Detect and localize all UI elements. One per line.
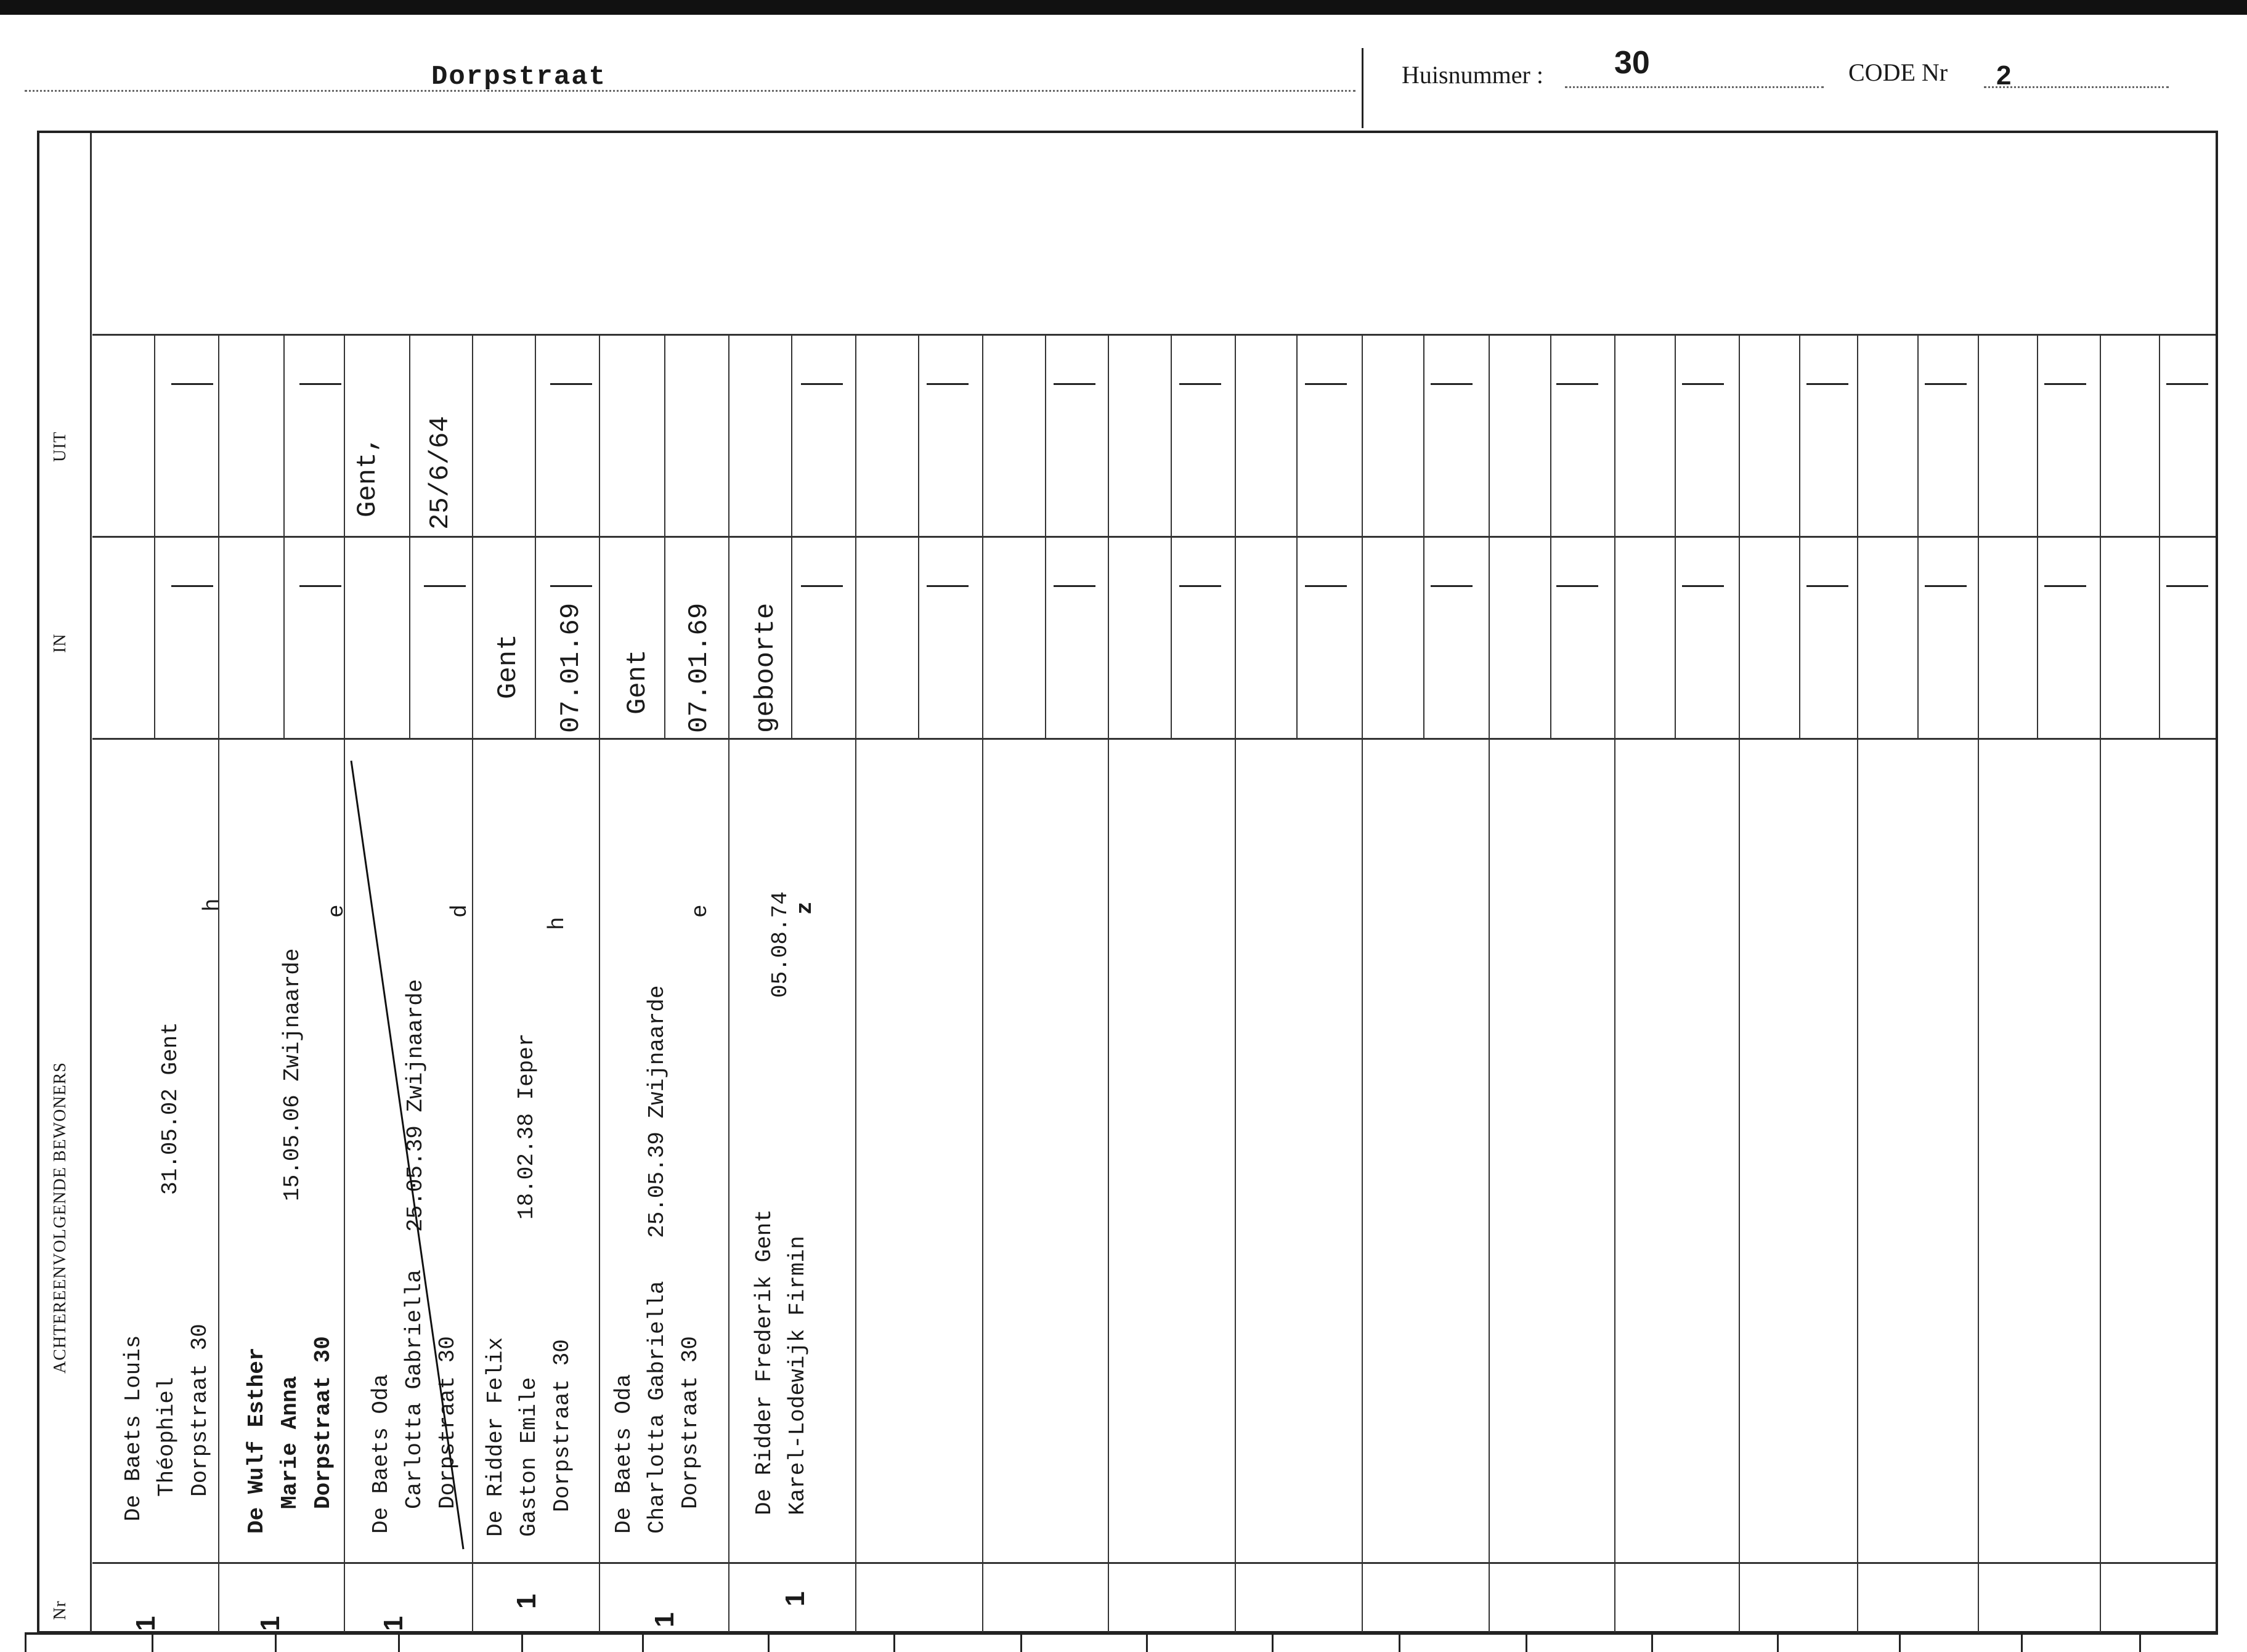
resident-6-name [748, 1209, 815, 1515]
resident-1-birth: 31.05.02 Gent [158, 1022, 183, 1195]
resident-1-line-3: Dorpstraat 30 [187, 1324, 213, 1497]
resident-6-in-geboorte: geboorte [750, 602, 781, 733]
huisnummer-value: 30 [1614, 45, 1650, 81]
section-label-in: IN [51, 633, 70, 653]
resident-4-mark: h [545, 917, 570, 930]
resident-4-line-3: Dorpstraat 30 [550, 1339, 575, 1512]
resident-3-mark: d [447, 904, 473, 918]
code-nr-value: 2 [1996, 60, 2012, 91]
resident-4-in-date: 07.01.69 [556, 602, 587, 733]
resident-5-line-2: Charlotta Gabriella [644, 1281, 670, 1534]
resident-3-birth: 25.05.39 Zwijnaarde [403, 979, 428, 1232]
resident-5-name [607, 1281, 707, 1534]
resident-5-nr: 1 [649, 1612, 680, 1627]
resident-6-mark: z [792, 901, 818, 915]
resident-5-line-3: Dorpstraat 30 [678, 1336, 703, 1509]
resident-6-line-2: Karel-Lodewijk Firmin [785, 1236, 810, 1515]
resident-2-nr: 1 [255, 1616, 285, 1631]
resident-6-birth: 05.08.74 [768, 891, 793, 998]
code-nr-label: CODE Nr [1848, 59, 1948, 86]
resident-4-line-2: Gaston Emile [516, 1377, 542, 1537]
resident-2-line-3: Dorpstraat 30 [311, 1336, 336, 1509]
resident-5-birth: 25.05.39 Zwijnaarde [644, 985, 670, 1238]
resident-4-nr: 1 [511, 1593, 542, 1609]
resident-1-line-2: Théophiel [154, 1377, 179, 1497]
resident-4-line-1: De Ridder Felix [483, 1337, 508, 1537]
resident-4-in-place: Gent [493, 634, 524, 699]
resident-5-in-date: 07.01.69 [684, 602, 715, 733]
resident-1-mark: h [200, 898, 225, 912]
resident-3-uit-place: Gent, [352, 435, 383, 517]
resident-6-line-1: De Ridder Frederik Gent [752, 1209, 777, 1515]
resident-5-line-1: De Baets Oda [611, 1374, 636, 1534]
resident-2-line-1: De Wulf Esther [244, 1347, 269, 1534]
section-label-bewoners: ACHTEREENVOLGENDE BEWONERS [51, 1062, 70, 1374]
resident-6-nr: 1 [780, 1591, 810, 1606]
resident-1-line-1: De Baets Louis [121, 1335, 146, 1521]
resident-3-nr: 1 [378, 1616, 408, 1631]
resident-2-line-2: Marie Anna [277, 1375, 303, 1509]
resident-4-birth: 18.02.38 Ieper [514, 1033, 539, 1220]
section-label-nr: Nr [51, 1600, 70, 1620]
resident-3-line-3: Dorpstraat 30 [435, 1336, 460, 1509]
resident-3-line-2: Carlotta Gabriella [402, 1269, 427, 1509]
huisnummer-label: Huisnummer : [1402, 61, 1543, 89]
resident-5-in-place: Gent [622, 649, 653, 715]
resident-2-birth: 15.05.06 Zwijnaarde [280, 948, 305, 1201]
resident-3-uit-date: 25/6/64 [425, 416, 456, 530]
resident-5-mark: e [688, 904, 713, 918]
resident-4-name [479, 1337, 579, 1537]
resident-1-nr: 1 [131, 1616, 161, 1631]
section-label-uit: UIT [51, 431, 70, 462]
resident-3-line-1: De Baets Oda [368, 1374, 394, 1534]
street-name: Dorpstraat [431, 62, 607, 92]
resident-2-mark: e [324, 904, 349, 918]
